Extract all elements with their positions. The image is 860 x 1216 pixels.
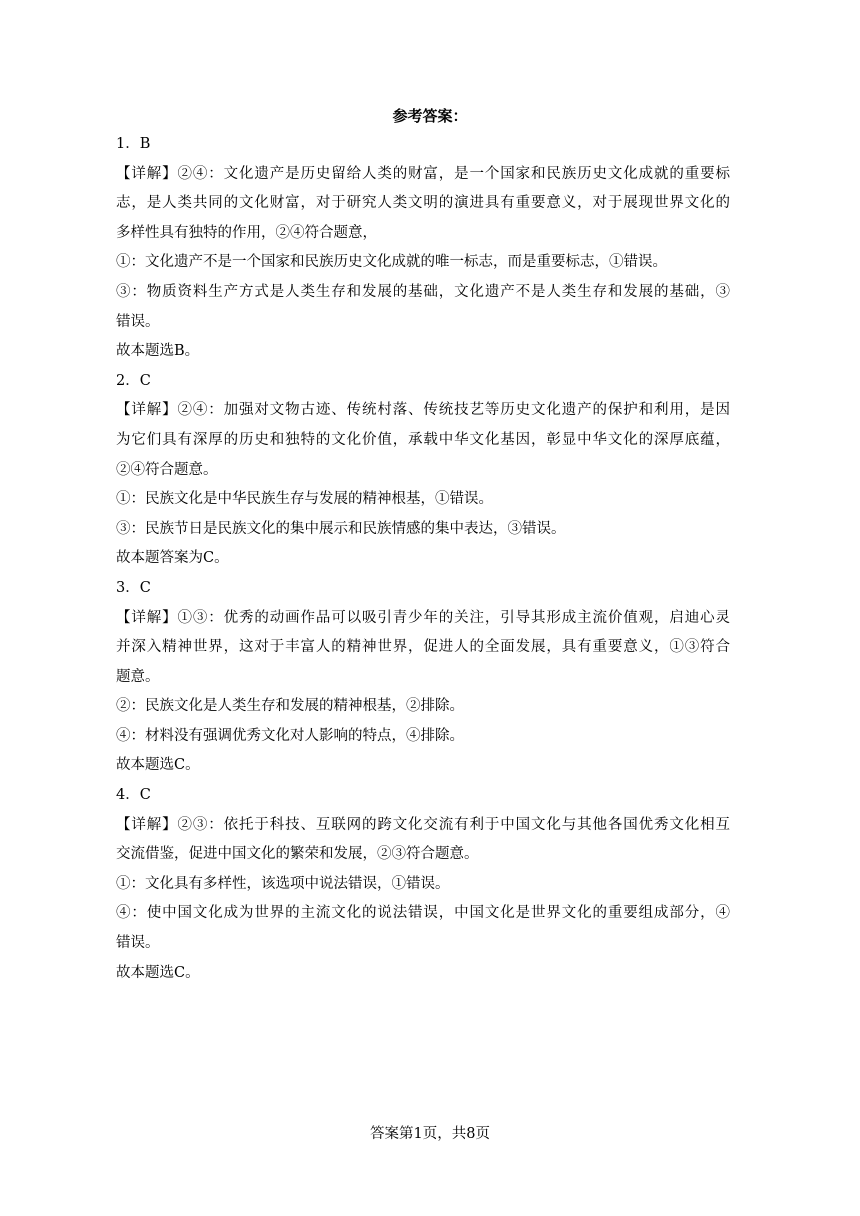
answer-number: 3．C <box>116 579 151 596</box>
answer-number: 2．C <box>116 372 151 389</box>
explanation-line: ③：物质资料生产方式是人类生存和发展的基础，文化遗产不是人类生存和发展的基础，③ <box>116 283 730 300</box>
explanation-line: 错误。 <box>116 935 160 952</box>
answer-item-1 <box>116 130 730 367</box>
explanation-line: ①：文化遗产不是一个国家和民族历史文化成就的唯一标志，而是重要标志，①错误。 <box>116 254 667 271</box>
answer-item-4 <box>116 781 730 988</box>
conclusion-line: 故本题选B。 <box>116 343 200 360</box>
explanation-line: 题意。 <box>116 668 160 685</box>
conclusion-line: 故本题答案为C。 <box>116 550 229 567</box>
explanation-line: 并深入精神世界，这对于丰富人的精神世界，促进人的全面发展，具有重要意义，①③符合 <box>116 639 730 656</box>
answer-number: 1．B <box>116 136 151 152</box>
explanation-line: ③：民族节日是民族文化的集中展示和民族情感的集中表达，③错误。 <box>116 520 566 537</box>
explanation-line: 多样性具有独特的作用，②④符合题意， <box>116 224 377 241</box>
answer-item-2 <box>116 367 730 574</box>
page-title: 参考答案： <box>392 107 468 125</box>
explanation-line: 志，是人类共同的文化财富，对于研究人类文明的演进具有重要意义，对于展现世界文化的 <box>116 195 730 212</box>
explanation-line: ①：民族文化是中华民族生存与发展的精神根基，①错误。 <box>116 491 493 508</box>
explanation-line: 为它们具有深厚的历史和独特的文化价值，承载中华文化基因，彰显中华文化的深厚底蕴， <box>116 431 730 448</box>
conclusion-line: 故本题选C。 <box>116 964 200 981</box>
conclusion-line: 故本题选C。 <box>116 757 200 774</box>
explanation-line: 【详解】②④：加强对文物古迹、传统村落、传统技艺等历史文化遗产的保护和利用，是因 <box>116 402 730 419</box>
explanation-line: 错误。 <box>116 313 160 330</box>
explanation-line: ②：民族文化是人类生存和发展的精神根基，②排除。 <box>116 698 464 715</box>
page-footer: 答案第1页，共8页 <box>370 1126 490 1142</box>
explanation-line: 【详解】②④：文化遗产是历史留给人类的财富，是一个国家和民族历史文化成就的重要标 <box>116 165 730 182</box>
explanation-line: 【详解】②③：依托于科技、互联网的跨文化交流有利于中国文化与其他各国优秀文化相互 <box>116 816 730 833</box>
answer-list <box>116 130 730 988</box>
explanation-line: 【详解】①③：优秀的动画作品可以吸引青少年的关注，引导其形成主流价值观，启迪心灵 <box>116 609 730 626</box>
explanation-line: ④：材料没有强调优秀文化对人影响的特点，④排除。 <box>116 727 464 744</box>
explanation-line: 交流借鉴，促进中国文化的繁荣和发展，②③符合题意。 <box>116 846 479 863</box>
answer-number: 4．C <box>116 787 151 804</box>
explanation-line: ②④符合题意。 <box>116 461 218 478</box>
answer-item-3 <box>116 574 730 781</box>
explanation-line: ①：文化具有多样性，该选项中说法错误，①错误。 <box>116 875 450 892</box>
explanation-line: ④：使中国文化成为世界的主流文化的说法错误，中国文化是世界文化的重要组成部分，④ <box>116 905 730 922</box>
